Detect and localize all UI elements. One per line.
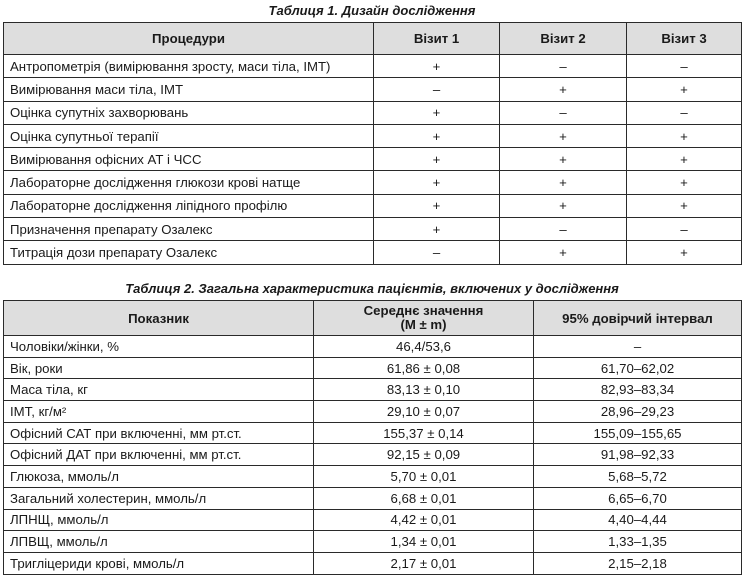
table-cell: 2,15–2,18 [534,552,742,574]
table-cell: 155,37 ± 0,14 [314,422,534,444]
table2-header-indicator: Показник [4,301,314,336]
table-cell: 28,96–29,23 [534,401,742,423]
table-row [4,509,742,531]
table-cell: + [500,124,627,147]
table1-header-visit-3: Візит 3 [627,23,742,55]
table-row [4,466,742,488]
table-cell: 6,68 ± 0,01 [314,487,534,509]
table2-body [4,336,742,575]
study-design-table [3,22,742,265]
table-row [4,379,742,401]
table-row [4,357,742,379]
table-cell: 6,65–6,70 [534,487,742,509]
table1-header-visit-2: Візит 2 [500,23,627,55]
procedure-name-cell: Лабораторне дослідження глюкози крові натще [4,171,374,194]
indicator-name-cell: Чоловіки/жінки, % [4,336,314,358]
table-cell: – [374,78,500,101]
table-cell: + [374,101,500,124]
table1-header-row [4,23,742,55]
procedure-name-cell: Титрація дози препарату Озалекс [4,241,374,264]
procedure-name-cell: Вимірювання маси тіла, ІМТ [4,78,374,101]
table-row [4,124,742,147]
procedure-name-cell: Антропометрія (вимірювання зросту, маси тіла, ІМТ) [4,55,374,78]
table-cell: + [500,241,627,264]
table1-caption: Таблиця 1. Дизайн дослідження [268,3,476,18]
table-cell: + [374,171,500,194]
indicator-name-cell: Загальний холестерин, ммоль/л [4,487,314,509]
table-row [4,194,742,217]
table-cell: 155,09–155,65 [534,422,742,444]
indicator-name-cell: Вік, роки [4,357,314,379]
table-cell: – [500,218,627,241]
table-row [4,552,742,574]
table1-header-procedures: Процедури [4,23,374,55]
table-cell: 2,17 ± 0,01 [314,552,534,574]
table-row [4,444,742,466]
table-cell: – [627,101,742,124]
table-cell: 4,42 ± 0,01 [314,509,534,531]
table1-body [4,55,742,265]
table-cell: + [500,148,627,171]
table-row [4,487,742,509]
table-cell: + [627,148,742,171]
table-cell: 82,93–83,34 [534,379,742,401]
table-cell: – [500,55,627,78]
table-cell: + [627,171,742,194]
table-row [4,171,742,194]
table-row [4,336,742,358]
procedure-name-cell: Оцінка супутньої терапії [4,124,374,147]
table-cell: 92,15 ± 0,09 [314,444,534,466]
indicator-name-cell: ЛПНЩ, ммоль/л [4,509,314,531]
procedure-name-cell: Вимірювання офісних АТ і ЧСС [4,148,374,171]
table-cell: + [374,55,500,78]
table-cell: + [500,194,627,217]
patient-characteristics-table [3,300,742,575]
table-row [4,148,742,171]
table-cell: 91,98–92,33 [534,444,742,466]
procedure-name-cell: Лабораторне дослідження ліпідного профілю [4,194,374,217]
table1-header-visit-1: Візит 1 [374,23,500,55]
indicator-name-cell: ІМТ, кг/м² [4,401,314,423]
table-cell: + [627,241,742,264]
table-cell: – [500,101,627,124]
table-row [4,241,742,264]
table-cell: + [627,124,742,147]
table-cell: 5,70 ± 0,01 [314,466,534,488]
indicator-name-cell: Маса тіла, кг [4,379,314,401]
table-cell: 46,4/53,6 [314,336,534,358]
table-cell: + [374,218,500,241]
table-cell: 61,86 ± 0,08 [314,357,534,379]
table2-header-mean: Середнє значення (М ± m) [314,301,534,336]
table-row [4,78,742,101]
table-cell: 1,34 ± 0,01 [314,531,534,553]
indicator-name-cell: ЛПВЩ, ммоль/л [4,531,314,553]
table-cell: + [627,78,742,101]
table-cell: 1,33–1,35 [534,531,742,553]
table-row [4,218,742,241]
table-cell: + [500,171,627,194]
table2-caption: Таблиця 2. Загальна характеристика пацієнтів, включених у дослідження [125,281,619,296]
procedure-name-cell: Призначення препарату Озалекс [4,218,374,241]
indicator-name-cell: Офісний ДАТ при включенні, мм рт.ст. [4,444,314,466]
table-cell: 61,70–62,02 [534,357,742,379]
indicator-name-cell: Тригліцериди крові, ммоль/л [4,552,314,574]
table-cell: + [374,194,500,217]
table2-header-row [4,301,742,336]
table-cell: – [627,218,742,241]
table-cell: 4,40–4,44 [534,509,742,531]
table2-header-ci: 95% довірчий інтервал [534,301,742,336]
table-row [4,422,742,444]
table-cell: 83,13 ± 0,10 [314,379,534,401]
table-row [4,401,742,423]
table-cell: – [627,55,742,78]
table-cell: 29,10 ± 0,07 [314,401,534,423]
indicator-name-cell: Офісний САТ при включенні, мм рт.ст. [4,422,314,444]
table-cell: + [627,194,742,217]
procedure-name-cell: Оцінка супутніх захворювань [4,101,374,124]
table-cell: + [374,124,500,147]
indicator-name-cell: Глюкоза, ммоль/л [4,466,314,488]
table-cell: – [374,241,500,264]
table-row [4,101,742,124]
table-cell: + [500,78,627,101]
table-cell: – [534,336,742,358]
table-cell: 5,68–5,72 [534,466,742,488]
table-row [4,531,742,553]
table-row [4,55,742,78]
table-cell: + [374,148,500,171]
